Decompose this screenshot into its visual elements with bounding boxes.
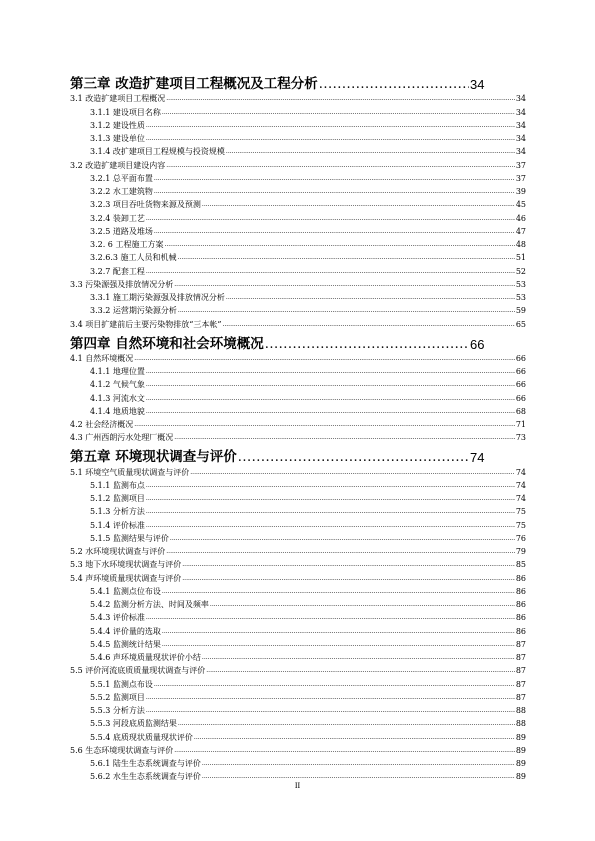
- toc-page-number: 88: [515, 706, 526, 715]
- toc-entry-title: 5.5.4 底质现状质量现状评价: [90, 732, 193, 742]
- toc-page-number: 34: [515, 134, 526, 143]
- toc-page-number: 66: [515, 367, 526, 376]
- toc-entry[interactable]: [70, 251, 526, 264]
- toc-entry[interactable]: [70, 518, 526, 531]
- toc-entry-title: 5.6 生态环境现状调查与评价: [70, 745, 174, 755]
- toc-entry-title: 5.4.6 声环境质量现状评价小结: [90, 653, 201, 662]
- toc-entry[interactable]: [70, 638, 526, 651]
- toc-page-number: 51: [515, 253, 526, 263]
- toc-dot-leader: [154, 225, 515, 238]
- toc-page-number: 87: [515, 679, 526, 689]
- toc-chapter-entry[interactable]: [70, 444, 526, 465]
- toc-entry[interactable]: [70, 730, 526, 743]
- toc-dot-leader: [146, 611, 515, 624]
- toc-page-number: 37: [515, 173, 526, 183]
- toc-entry-title: 4.1.1 地理位置: [90, 367, 145, 376]
- toc-entry[interactable]: [70, 132, 526, 145]
- toc-entry[interactable]: [70, 505, 526, 518]
- toc-page-number: 34: [515, 120, 526, 130]
- toc-entry-title: 第三章 改造扩建项目工程概况及工程分析: [70, 76, 318, 92]
- toc-dot-leader: [146, 392, 515, 405]
- toc-dot-leader: [162, 106, 515, 119]
- toc-chapter-entry[interactable]: [70, 331, 526, 352]
- toc-dot-leader: [146, 519, 515, 532]
- toc-entry[interactable]: [70, 585, 526, 598]
- toc-page-number: 74: [515, 480, 526, 490]
- toc-dot-leader: [146, 505, 515, 518]
- toc-entry-title: 3.3 污染源强及排放情况分析: [70, 279, 174, 289]
- toc-dot-leader: [146, 492, 515, 505]
- toc-dot-leader: [146, 704, 515, 717]
- toc-entry-title: 5.6.2 水生生态系统调查与评价: [90, 772, 201, 782]
- toc-entry-title: 3.1.1 建设项目名称: [90, 107, 161, 117]
- toc-dot-leader: [154, 678, 515, 691]
- toc-page-number: 68: [515, 406, 526, 416]
- toc-page-number: 75: [515, 507, 526, 517]
- toc-entry-title: 3.3.1 施工期污染源强及排放情况分析: [90, 293, 225, 302]
- toc-dot-leader: [154, 172, 515, 185]
- toc-dot-leader: [146, 212, 515, 225]
- toc-page-number: 88: [515, 719, 526, 729]
- toc-entry-title: 5.1.3 分析方法: [90, 507, 145, 517]
- toc-entry-title: 5.3 地下水环境现状调查与评价: [70, 560, 182, 570]
- toc-dot-leader: [206, 664, 515, 677]
- toc-entry-title: 3.2.6.3 施工人员和机械: [90, 253, 177, 263]
- toc-page-number: 45: [515, 200, 526, 210]
- toc-entry-title: 5.4.3 评价标准: [90, 613, 145, 623]
- table-of-contents: [70, 71, 526, 783]
- toc-entry[interactable]: [70, 492, 526, 505]
- toc-entry[interactable]: [70, 119, 526, 132]
- toc-dot-leader: [202, 757, 515, 770]
- toc-entry-title: 5.5 评价河流底质质量现状调查与评价: [70, 666, 206, 676]
- toc-entry-title: 5.1.5 监测结果与评价: [90, 533, 169, 543]
- toc-page-number: 79: [515, 547, 526, 556]
- toc-entry-title: 3.2.1 总平面布置: [90, 173, 153, 183]
- toc-entry[interactable]: [70, 225, 526, 238]
- toc-page-number: 52: [515, 266, 526, 276]
- toc-page-number: 46: [515, 213, 526, 223]
- toc-dot-leader: [164, 238, 514, 251]
- toc-dot-leader: [238, 450, 469, 465]
- toc-page-number: 74: [470, 450, 485, 466]
- toc-dot-leader: [162, 638, 515, 651]
- toc-entry[interactable]: [70, 664, 526, 677]
- toc-entry-title: 3.2.5 道路及堆场: [90, 226, 153, 236]
- toc-page-number: 53: [515, 293, 526, 302]
- toc-entry[interactable]: [70, 378, 526, 391]
- toc-entry-title: 5.5.3 河段底质监测结果: [90, 719, 177, 729]
- toc-page-number: 89: [515, 745, 526, 755]
- toc-entry[interactable]: [70, 365, 526, 378]
- toc-entry-title: 4.1.2 气候气象: [90, 380, 145, 390]
- toc-dot-leader: [178, 251, 515, 264]
- toc-chapter-line: [70, 332, 470, 352]
- toc-page-number: 89: [515, 759, 526, 768]
- toc-chapter-line: [70, 72, 470, 92]
- toc-dot-leader: [146, 378, 515, 391]
- toc-dot-leader: [190, 466, 515, 479]
- toc-page-number: 71: [515, 420, 526, 429]
- toc-entry-title: 4.2 社会经济概况: [70, 420, 134, 429]
- toc-entry-title: 3.3.2 运营期污染源分析: [90, 306, 177, 316]
- toc-dot-leader: [210, 598, 515, 611]
- toc-page-number: 66: [470, 336, 485, 352]
- toc-entry-title: 5.4.1 监测点位布设: [90, 586, 161, 596]
- toc-entry[interactable]: [70, 198, 526, 211]
- toc-entry-title: 3.1.2 建设性质: [90, 120, 145, 130]
- toc-entry-title: 3.1.4 改扩建项目工程规模与投资规模: [90, 147, 225, 157]
- toc-dot-leader: [222, 318, 514, 331]
- toc-entry-title: 5.2 水环境现状调查与评价: [70, 547, 166, 556]
- toc-entry-title: 5.1 环境空气质量现状调查与评价: [70, 467, 190, 477]
- toc-entry[interactable]: [70, 405, 526, 418]
- toc-dot-leader: [226, 145, 515, 158]
- toc-entry-title: 3.1 改造扩建项目工程概况: [70, 94, 166, 104]
- toc-entry[interactable]: [70, 105, 526, 118]
- toc-page-number: 87: [515, 639, 526, 649]
- toc-dot-leader: [134, 418, 515, 431]
- toc-entry-title: 5.4.4 评价量的选取: [90, 626, 161, 636]
- toc-entry-title: 5.1.2 监测项目: [90, 494, 145, 503]
- toc-dot-leader: [265, 337, 469, 352]
- toc-page-number: 87: [515, 653, 526, 662]
- toc-entry[interactable]: [70, 145, 526, 158]
- toc-chapter-line: [70, 445, 470, 465]
- toc-dot-leader: [162, 625, 515, 638]
- toc-dot-leader: [174, 744, 515, 757]
- toc-entry-title: 3.2 改造扩建项目建设内容: [70, 160, 166, 170]
- toc-dot-leader: [170, 532, 515, 545]
- toc-entry[interactable]: [70, 92, 526, 105]
- toc-entry[interactable]: [70, 744, 526, 757]
- toc-entry[interactable]: [70, 598, 526, 611]
- toc-page-number: 48: [515, 240, 526, 249]
- toc-dot-leader: [134, 352, 515, 365]
- toc-entry-title: 5.6.1 陆生生态系统调查与评价: [90, 759, 201, 768]
- toc-dot-leader: [166, 545, 515, 558]
- toc-entry-title: 4.3 广州西朗污水处理厂概况: [70, 433, 174, 443]
- toc-entry-title: 3.2.7 配套工程: [90, 266, 145, 276]
- toc-entry[interactable]: [70, 571, 526, 584]
- toc-page-number: 66: [515, 380, 526, 390]
- toc-dot-leader: [162, 585, 515, 598]
- toc-entry[interactable]: [70, 291, 526, 304]
- toc-entry[interactable]: [70, 172, 526, 185]
- toc-entry[interactable]: [70, 304, 526, 317]
- toc-entry[interactable]: [70, 624, 526, 637]
- toc-chapter-entry[interactable]: [70, 71, 526, 92]
- toc-dot-leader: [202, 651, 515, 664]
- toc-page-number: 87: [515, 666, 526, 676]
- toc-entry-title: 5.5.3 分析方法: [90, 706, 145, 715]
- toc-entry[interactable]: [70, 611, 526, 624]
- toc-page-number: 76: [515, 533, 526, 543]
- toc-dot-leader: [166, 92, 515, 105]
- toc-entry[interactable]: [70, 757, 526, 770]
- toc-dot-leader: [178, 717, 515, 730]
- toc-page-number: 86: [515, 626, 526, 636]
- toc-entry[interactable]: [70, 479, 526, 492]
- toc-entry-title: 5.5.1 监测点布设: [90, 679, 153, 689]
- toc-dot-leader: [146, 365, 515, 378]
- toc-entry-title: 4.1.4 地质地貌: [90, 406, 145, 416]
- toc-dot-leader: [154, 185, 515, 198]
- toc-entry[interactable]: [70, 352, 526, 365]
- toc-page-number: 85: [515, 560, 526, 570]
- toc-page-number: 86: [515, 613, 526, 623]
- toc-page-number: 87: [515, 692, 526, 702]
- toc-page-number: 86: [515, 600, 526, 609]
- toc-entry-title: 3.2. 6 工程施工方案: [90, 240, 164, 249]
- toc-page-number: 65: [515, 319, 526, 329]
- toc-dot-leader: [182, 572, 515, 585]
- toc-page-number: 34: [515, 147, 526, 157]
- toc-entry-title: 3.1.3 建设单位: [90, 134, 145, 143]
- toc-page-number: 47: [515, 226, 526, 236]
- toc-page-number: 74: [515, 494, 526, 503]
- toc-entry[interactable]: [70, 677, 526, 690]
- toc-entry-title: 3.4 项目扩建前后主要污染物排放“三本帐”: [70, 319, 222, 329]
- toc-dot-leader: [174, 431, 515, 444]
- toc-dot-leader: [178, 304, 515, 317]
- toc-page-number: 73: [515, 433, 526, 443]
- toc-page-number: 86: [515, 586, 526, 596]
- toc-entry[interactable]: [70, 431, 526, 444]
- toc-entry[interactable]: [70, 691, 526, 704]
- toc-dot-leader: [146, 405, 515, 418]
- toc-dot-leader: [146, 479, 515, 492]
- toc-entry[interactable]: [70, 158, 526, 171]
- toc-entry[interactable]: [70, 185, 526, 198]
- toc-page-number: 89: [515, 732, 526, 742]
- toc-page-number: 59: [515, 306, 526, 316]
- toc-entry-title: 3.2.3 项目吞吐货物来源及预测: [90, 200, 201, 210]
- toc-page-number: 37: [515, 160, 526, 170]
- toc-entry-title: 4.1.3 河流水文: [90, 393, 145, 403]
- toc-entry-title: 5.4.5 监测统计结果: [90, 639, 161, 649]
- toc-entry[interactable]: [70, 545, 526, 558]
- toc-page-number: 53: [515, 279, 526, 289]
- toc-entry[interactable]: [70, 418, 526, 431]
- toc-dot-leader: [194, 731, 515, 744]
- toc-entry[interactable]: [70, 391, 526, 404]
- toc-dot-leader: [202, 198, 515, 211]
- toc-entry-title: 5.1.4 评价标准: [90, 520, 145, 530]
- toc-entry[interactable]: [70, 465, 526, 478]
- toc-page-number: 34: [515, 94, 526, 104]
- toc-entry-title: 5.4.2 监测分析方法、时间及频率: [90, 600, 209, 609]
- toc-dot-leader: [146, 691, 515, 704]
- toc-entry-title: 5.4 声环境质量现状调查与评价: [70, 573, 182, 583]
- toc-entry-title: 5.5.2 监测项目: [90, 692, 145, 702]
- toc-entry[interactable]: [70, 558, 526, 571]
- toc-entry-title: 4.1 自然环境概况: [70, 353, 134, 363]
- toc-page-number: 66: [515, 393, 526, 403]
- toc-entry-title: 3.2.2 水工建筑物: [90, 187, 153, 196]
- toc-dot-leader: [146, 265, 515, 278]
- toc-dot-leader: [174, 278, 515, 291]
- toc-entry[interactable]: [70, 704, 526, 717]
- toc-entry-title: 3.2.4 装卸工艺: [90, 213, 145, 223]
- toc-dot-leader: [319, 77, 469, 92]
- toc-dot-leader: [146, 119, 515, 132]
- toc-entry-title: 5.1.1 监测布点: [90, 480, 145, 490]
- toc-entry[interactable]: [70, 532, 526, 545]
- toc-entry[interactable]: [70, 651, 526, 664]
- toc-entry[interactable]: [70, 264, 526, 277]
- toc-entry[interactable]: [70, 238, 526, 251]
- toc-entry[interactable]: [70, 717, 526, 730]
- toc-page-number: 75: [515, 520, 526, 530]
- toc-entry[interactable]: [70, 211, 526, 224]
- toc-page-number: 66: [515, 353, 526, 363]
- toc-entry-title: 第五章 环境现状调查与评价: [70, 449, 237, 466]
- toc-dot-leader: [182, 558, 515, 571]
- toc-dot-leader: [146, 132, 515, 145]
- toc-entry[interactable]: [70, 278, 526, 291]
- toc-page-number: 86: [515, 573, 526, 583]
- toc-entry[interactable]: [70, 317, 526, 330]
- toc-dot-leader: [166, 159, 515, 172]
- toc-page-number: 39: [515, 187, 526, 196]
- toc-page-number: 89: [515, 772, 526, 782]
- toc-page-number: 34: [515, 107, 526, 117]
- page-number: II: [294, 781, 301, 790]
- toc-page-number: 34: [470, 77, 485, 92]
- toc-entry-title: 第四章 自然环境和社会环境概况: [70, 335, 264, 352]
- toc-dot-leader: [226, 291, 515, 304]
- toc-page-number: 74: [515, 467, 526, 477]
